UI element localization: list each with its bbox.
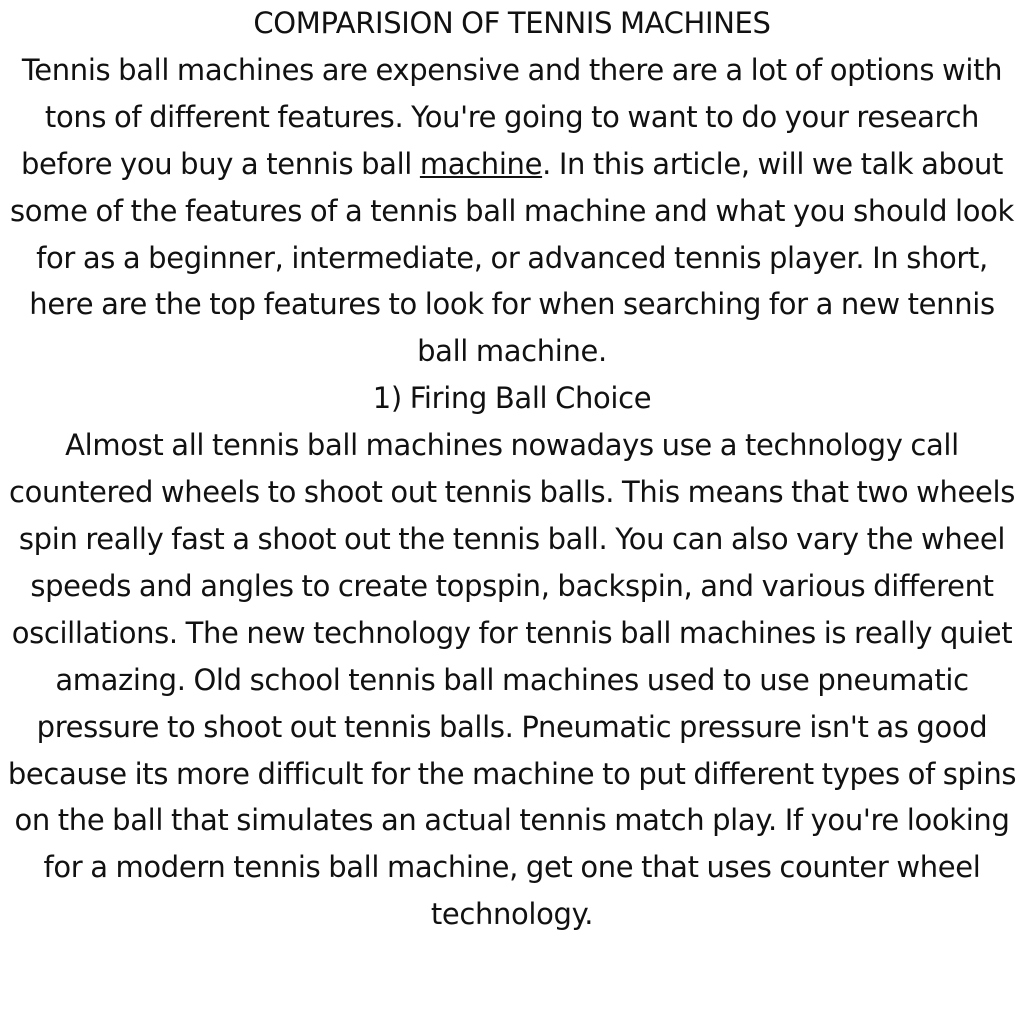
- machine-link[interactable]: machine: [419, 146, 543, 181]
- section-body: Almost all tennis ball machines nowadays use a technology call countered wheels to shoot out tennis balls. This means that two wheels spin really fast a shoot out the tennis ball. You can also vary the wheel speeds and angles to create topspin, backspin, and various different oscillations. The new technology for tennis ball machines is really quiet amazing. Old school tennis ball machines used to use pneumatic pressure to shoot out tennis balls. Pneumatic pressure isn't as good because its more difficult for the machine to put different types of spins on the ball that simulates an actual tennis match play. If you're looking for a modern tennis ball machine, get one that uses counter wheel technology.: [7, 428, 1017, 932]
- intro-text-before-link: Tennis ball machines are expensive and there are a lot of options with tons of different features. You're going to want to do your research before you buy a tennis ball: [20, 52, 1003, 181]
- page-title: COMPARISION OF TENNIS MACHINES: [253, 6, 771, 40]
- intro-text-after-link: . In this article, will we talk about some of the features of a tennis ball machine and what you should look for as a beginner, intermediate, or advanced tennis player. In short, here are the top features to look for when searching for a new tennis ball machine.: [10, 146, 1014, 369]
- intro-paragraph: [4, 47, 1020, 375]
- section-heading: 1) Firing Ball Choice: [372, 381, 652, 416]
